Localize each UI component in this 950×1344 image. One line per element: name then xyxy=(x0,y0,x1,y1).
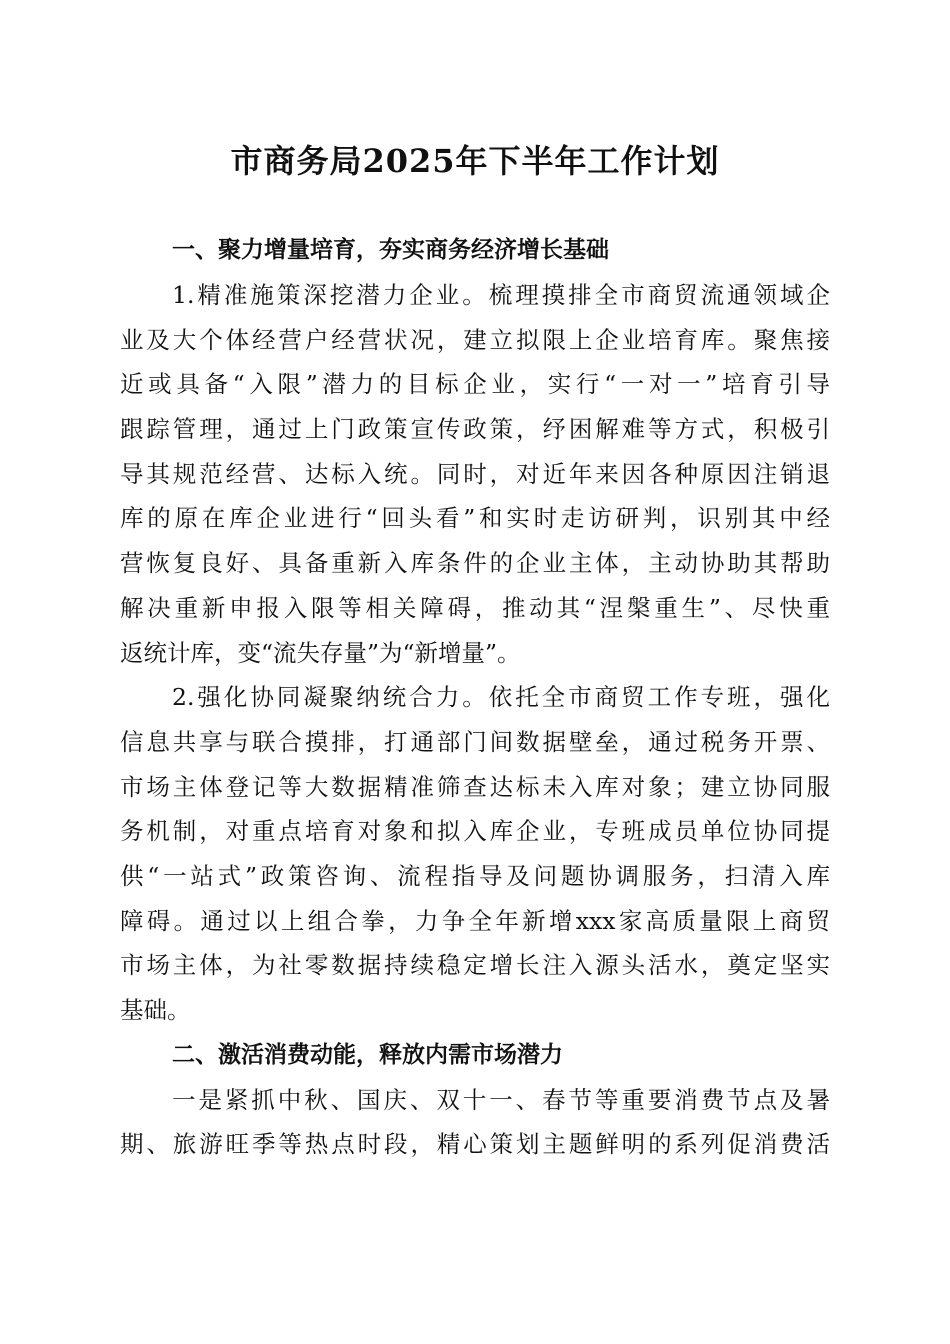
section-heading: 一、聚力增量培育，夯实商务经济增长基础 xyxy=(172,237,609,263)
section-heading: 二、激活消费动能，释放内需市场潜力 xyxy=(172,1041,563,1068)
section-1 xyxy=(120,228,830,1033)
text-line: 基础。 xyxy=(120,996,191,1024)
document-body xyxy=(120,228,830,1167)
text-line: 导其规范经营、达标入统。同时，对近年来因各种原因注销退 xyxy=(120,459,830,488)
text-line: 营恢复良好、具备重新入库条件的企业主体，主动协助其帮助 xyxy=(120,549,830,578)
text-line: 跟踪管理，通过上门政策宣传政策，纾困解难等方式，积极引 xyxy=(120,415,830,444)
text-line: 障碍。通过以上组合拳，力争全年新增xxx家高质量限上商贸 xyxy=(120,906,830,935)
text-line: 务机制，对重点培育对象和拟入库企业，专班成员单位协同提 xyxy=(120,817,830,846)
paragraph-2 xyxy=(120,675,830,1033)
document-title: 市商务局2025年下半年工作计划 xyxy=(230,142,720,180)
text-line: 一是紧抓中秋、国庆、双十一、春节等重要消费节点及暑 xyxy=(172,1085,830,1114)
text-line: 期、旅游旺季等热点时段，精心策划主题鲜明的系列促消费活 xyxy=(120,1130,830,1159)
text-line: 返统计库，变“流失存量”为“新增量”。 xyxy=(120,638,521,667)
paragraph-1 xyxy=(120,273,830,675)
text-line: 2.强化协同凝聚纳统合力。依托全市商贸工作专班，强化 xyxy=(172,683,830,712)
text-line: 近或具备“入限”潜力的目标企业，实行“一对一”培育引导 xyxy=(120,370,830,399)
text-line: 信息共享与联合摸排，打通部门间数据壁垒，通过税务开票、 xyxy=(120,727,830,756)
text-line: 解决重新申报入限等相关障碍，推动其“涅槃重生”、尽快重 xyxy=(120,593,830,622)
text-line: 1.精准施策深挖潜力企业。梳理摸排全市商贸流通领域企 xyxy=(172,281,830,309)
text-line: 业及大个体经营户经营状况，建立拟限上企业培育库。聚焦接 xyxy=(120,325,830,354)
text-line: 供“一站式”政策咨询、流程指导及问题协调服务，扫清入库 xyxy=(120,861,830,890)
text-line: 市场主体，为社零数据持续稳定增长注入源头活水，奠定坚实 xyxy=(120,951,830,980)
paragraph-3 xyxy=(120,1078,830,1167)
section-2 xyxy=(120,1033,830,1167)
text-line: 库的原在库企业进行“回头看”和实时走访研判，识别其中经 xyxy=(120,504,830,533)
text-line: 市场主体登记等大数据精准筛查达标未入库对象；建立协同服 xyxy=(120,772,830,801)
